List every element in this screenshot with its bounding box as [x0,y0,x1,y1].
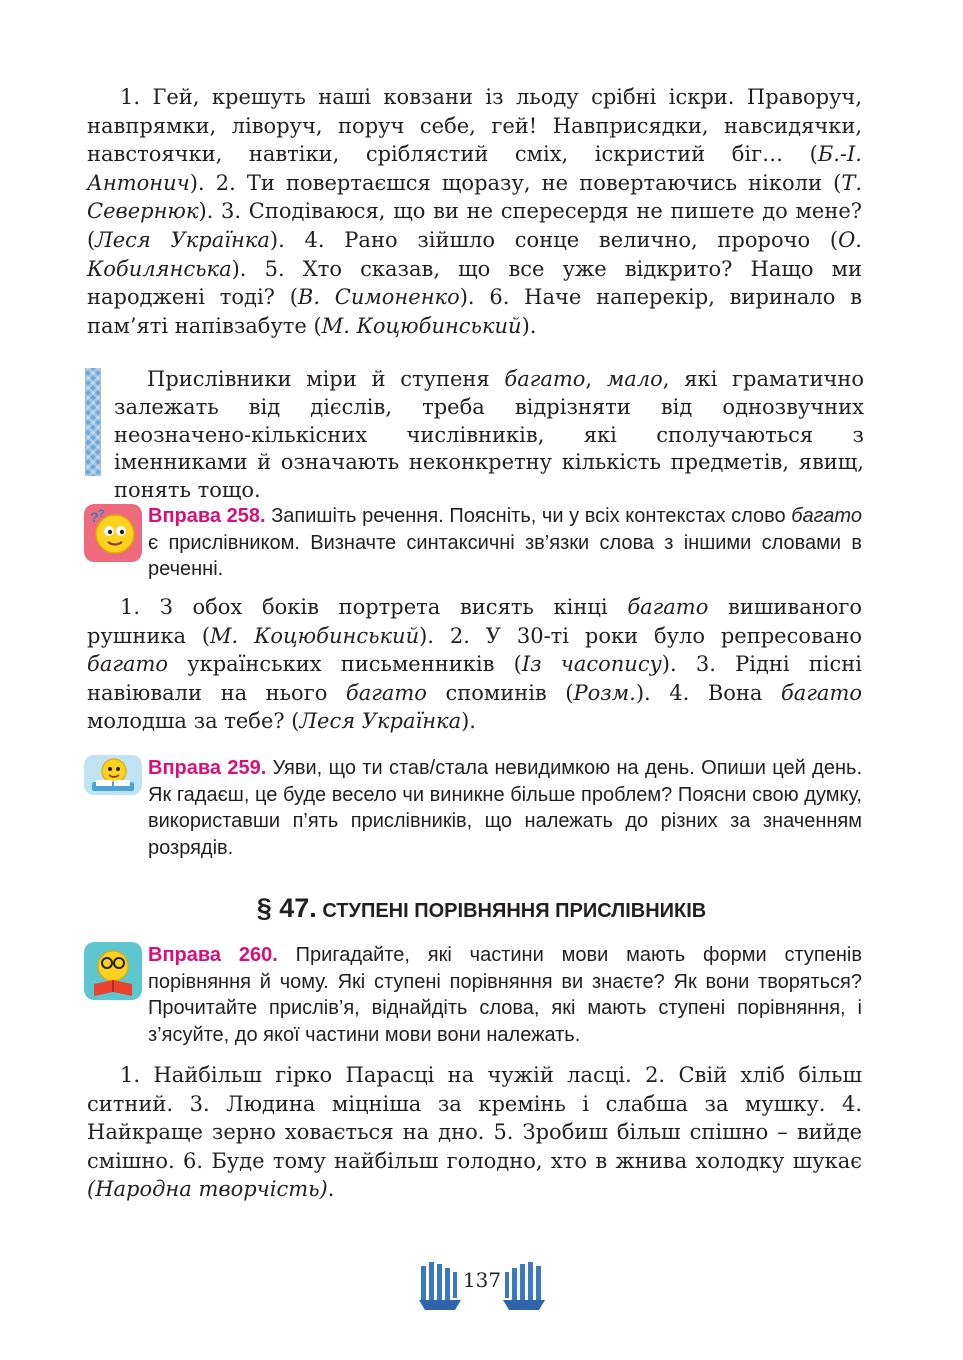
term: мало [606,367,663,391]
thinking-smiley-icon [84,504,142,562]
exercise-258 [148,503,862,583]
rule-text [114,366,864,505]
text: Запишіть речення. Поясніть, чи у всіх контекстах слово [265,505,792,527]
svg-text:?: ? [90,509,99,525]
smiley-reading-icon [84,755,142,795]
exercise-259 [148,755,862,861]
author: Леся Українка [299,709,462,734]
text: Пригадайте, які частини мови мають форми ступенів порівняння й чому. Які ступені порівняння ви знаєте? Як вони творяться? Прочитайте прислів’я, віднайдіть слова, які мають ступені порівняння, і з’ясуйте, до якої частини мови вони належать. [148,944,862,1046]
text: українських письменників ( [168,652,522,677]
exercise-title: Вправа 260. [148,944,278,966]
text: споминів ( [426,680,574,705]
text-paragraph-3 [87,1061,862,1204]
rule-box [85,366,865,503]
term: багато [87,652,169,677]
text: ). 2. У 30-ті роки було репресовано [419,623,862,648]
author: Розм. [573,680,636,705]
text: вишиваного рушника ( [87,595,862,648]
text: Уяви, що ти став/стала невидимкою на день. Опиши цей день. Як гадаєш, це буде весело чи виникне більше проблем? Поясни свою думку, використавши п’ять прислівників, що належать до різних за значенням розрядів. [148,757,862,859]
term: багато [504,367,586,391]
term: багато [627,595,709,619]
exercise-title: Вправа 259. [148,757,267,779]
author: М. Коцюбинський [321,313,522,338]
section-heading [0,893,963,924]
text: ). 3. Рідні пісні навіювали на нього [87,652,863,705]
text: ). 2. Ти повертаєшся щоразу, не повертаючись ніколи ( [189,170,842,195]
text: 1. Гей, крешуть наші ковзани із льоду срібні іскри. Праворуч, навпрямки, ліворуч, поруч себе, гей! Навприсядки, навсидячки, навстоячки, навтіки, сріблястий сміх, іскристий біг… ( [87,85,862,167]
text: ). 4. Рано зійшло сонце велично, пророчо ( [269,227,839,252]
text: ). 6. Наче наперекір, виринало в пам’яті напівзабуте ( [87,285,862,338]
text: . [327,1177,335,1202]
text: ). 3. Сподіваюся, що ви не спересердя не пишете до мене? ( [87,199,862,252]
author: Леся Українка [95,227,270,252]
text: Прислівники міри й ступеня [147,367,505,391]
rule-bar [85,368,101,476]
exercise-260 [148,942,862,1048]
text: 1. Найбільш гірко Парасці на чужій ласці. 2. Свій хліб більш ситний. 3. Людина міцніша за кремінь і слабша за мушку. 4. Найкраще зерно ховається на дно. 5. Зробиш більш спішно – вийде смішно. 6. Буде тому найбільш голодно, хто в жнива холодку шукає [87,1063,862,1173]
author: В. Симоненко [297,285,460,310]
author: (Народна творчість) [87,1177,328,1202]
page-footer [419,1258,545,1314]
author: О. Кобилянська [87,227,862,281]
author: Т. Севернюк [87,170,862,224]
text: ). [521,313,537,338]
author: М. Коцюбинський [210,623,420,648]
text: молодша за тебе? ( [87,709,300,734]
text: 1. З обох боків портрета висять кінці [120,595,628,619]
section-number: § 47. [256,893,317,923]
text: є прислівником. Визначте синтаксичні зв’язки слова з іншими словами в реченні. [148,531,862,581]
smiley-glasses-book-icon [84,942,142,1000]
term: багато [345,680,427,705]
exercise-title: Вправа 258. [148,505,266,527]
page-number: 137 [462,1268,502,1292]
text: , які граматично залежать від дієслів, треба відрізняти від однозвучних неозначено-кількісних числівників, які сполучаються з іменниками й означають неконкретну кількість предметів, явищ, понять тощо. [114,367,864,503]
text: ). 5. Хто сказав, що все уже відкрито? Нащо ми народжені тоді? ( [87,256,862,310]
term: багато [780,680,863,705]
term: багато [791,505,862,527]
text: ). [461,709,476,734]
svg-text:?: ? [98,508,105,520]
author: Б.-І. Антонич [87,142,862,195]
section-title: СТУПЕНІ ПОРІВНЯННЯ ПРИСЛІВНИКІВ [322,900,707,922]
text-paragraph-2 [87,593,862,736]
text: , [585,367,607,391]
text-paragraph-1 [87,83,862,340]
text: ). 4. Вона [635,680,781,705]
author: Із часопису [521,652,662,677]
